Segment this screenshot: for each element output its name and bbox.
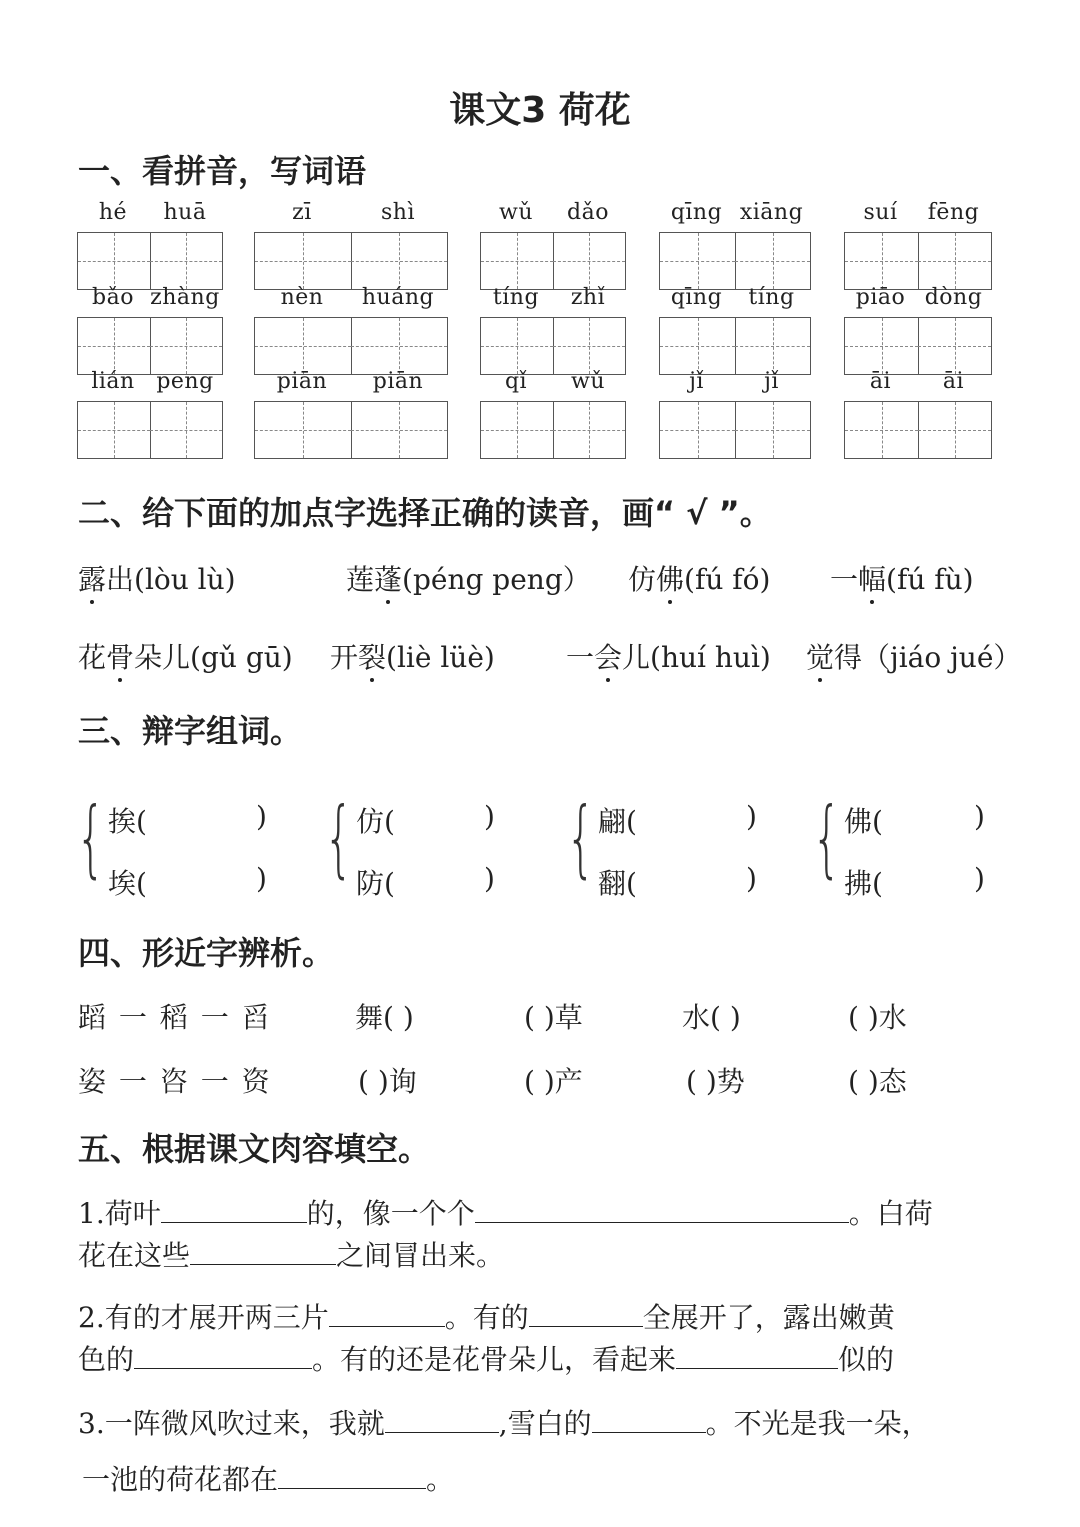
writing-cell[interactable] <box>553 318 625 374</box>
reading-item: 开裂(liè lüè) <box>330 641 495 674</box>
reading-item: 仿佛(fú fó) <box>628 563 771 596</box>
pinyin-label: qīng <box>670 200 723 225</box>
similar-blank: ( )草 <box>524 1001 583 1034</box>
writing-box[interactable] <box>480 401 626 459</box>
pinyin-label: zī <box>292 200 312 225</box>
section-1-heading: 一、看拼音，写词语 <box>78 152 367 190</box>
section-4-heading: 四、形近字辨析。 <box>78 934 335 972</box>
writing-cell[interactable] <box>78 233 151 289</box>
pinyin-label: huáng <box>361 285 435 310</box>
section-5-heading: 五、根据课文肉容填空。 <box>78 1130 431 1168</box>
pinyin-label: lián <box>91 369 135 394</box>
writing-cell[interactable] <box>918 318 991 374</box>
similar-blank: ( )势 <box>686 1065 745 1098</box>
pinyin-label: jǐ <box>689 369 704 394</box>
similar-blank: 水( ) <box>682 1001 741 1034</box>
writing-cell[interactable] <box>150 318 222 374</box>
pinyin-label: qǐ <box>504 369 528 394</box>
pair-char: 拂( <box>844 867 883 900</box>
reading-item: 一幅(fú fù) <box>830 563 974 596</box>
pinyin-label: piāo <box>855 285 906 310</box>
writing-cell[interactable] <box>553 402 625 458</box>
pinyin-label: piān <box>372 369 424 394</box>
pinyin-label: dǎo <box>567 200 609 225</box>
answer-blank[interactable] <box>385 1404 499 1433</box>
page-title: 课文3 荷花 <box>449 90 631 131</box>
pinyin-label: tíng <box>492 285 540 310</box>
writing-cell[interactable] <box>553 233 625 289</box>
fill-question-1: 1.荷叶 的，像一个个 。白荷 <box>78 1192 933 1232</box>
answer-blank[interactable] <box>134 1340 312 1369</box>
writing-cell[interactable] <box>845 402 919 458</box>
pair-close-paren: ) <box>484 800 495 833</box>
fill-question-2: 2.有的才展开两三片 。有的 全展开了，露出嫩黄 <box>78 1296 895 1336</box>
similar-blank: 舞( ) <box>355 1001 414 1034</box>
writing-cell[interactable] <box>735 233 810 289</box>
writing-cell[interactable] <box>255 318 352 374</box>
pair-close-paren: ) <box>256 862 267 895</box>
answer-blank[interactable] <box>161 1194 307 1223</box>
pinyin-label: xiāng <box>739 200 804 225</box>
fill-question-1-cont: 花在这些 之间冒出来。 <box>78 1234 504 1274</box>
pinyin-label: peng <box>156 369 214 394</box>
answer-blank[interactable] <box>329 1298 445 1327</box>
pinyin-label: qīng <box>670 285 723 310</box>
section-2-heading: 二、给下面的加点字选择正确的读音，画“ √ ”。 <box>78 494 772 532</box>
writing-cell[interactable] <box>351 402 447 458</box>
pair-close-paren: ) <box>974 800 985 833</box>
pinyin-label: wǔ <box>571 369 605 394</box>
pair-close-paren: ) <box>746 800 757 833</box>
writing-box[interactable] <box>77 317 223 375</box>
writing-cell[interactable] <box>845 233 919 289</box>
writing-cell[interactable] <box>78 318 151 374</box>
fill-question-2-cont: 色的 。有的还是花骨朵儿，看起来 似的 <box>78 1338 894 1378</box>
writing-cell[interactable] <box>735 402 810 458</box>
pinyin-label: fēng <box>927 200 980 225</box>
brace-icon: { <box>324 789 354 887</box>
writing-box[interactable] <box>844 401 992 459</box>
writing-box[interactable] <box>254 317 448 375</box>
writing-cell[interactable] <box>150 402 222 458</box>
pinyin-label: āi <box>942 369 965 394</box>
fill-question-3: 3.一阵微风吹过来，我就 ,雪白的 。不光是我一朵， <box>78 1402 930 1442</box>
writing-cell[interactable] <box>351 233 447 289</box>
similar-chars-2: 姿 一 咨 一 资 <box>78 1065 270 1098</box>
writing-cell[interactable] <box>845 318 919 374</box>
writing-box[interactable] <box>254 232 448 290</box>
pinyin-label: tíng <box>748 285 795 310</box>
fill-question-3-cont: 一池的荷花都在 。 <box>82 1458 454 1498</box>
similar-chars-1: 蹈 一 稻 一 舀 <box>78 1001 270 1034</box>
pinyin-label: jǐ <box>764 369 779 394</box>
pair-close-paren: ) <box>484 862 495 895</box>
writing-cell[interactable] <box>150 233 222 289</box>
pinyin-label: zhàng <box>150 285 220 310</box>
pair-char: 防( <box>356 867 395 900</box>
writing-box[interactable] <box>844 232 992 290</box>
writing-box[interactable] <box>77 401 223 459</box>
pinyin-label: zhǐ <box>570 285 606 310</box>
pair-close-paren: ) <box>256 800 267 833</box>
writing-box[interactable] <box>659 317 811 375</box>
writing-cell[interactable] <box>481 402 554 458</box>
pinyin-label: nèn <box>280 285 324 310</box>
writing-cell[interactable] <box>481 233 554 289</box>
pinyin-label: āi <box>869 369 892 394</box>
pair-char: 仿( <box>356 805 395 838</box>
pinyin-label: hé <box>98 200 128 225</box>
writing-box[interactable] <box>844 317 992 375</box>
pinyin-label: shì <box>381 200 415 225</box>
pair-char: 埃( <box>108 867 147 900</box>
pair-char: 佛( <box>844 805 883 838</box>
pinyin-label: dòng <box>924 285 983 310</box>
reading-item: 觉得（jiáo jué） <box>806 641 1022 674</box>
writing-box[interactable] <box>254 401 448 459</box>
answer-blank[interactable] <box>592 1404 706 1433</box>
pinyin-label: huā <box>163 200 207 225</box>
section-3-heading: 三、辩字组词。 <box>78 712 303 750</box>
similar-blank: ( )态 <box>848 1065 907 1098</box>
answer-blank[interactable] <box>676 1340 838 1369</box>
brace-icon: { <box>566 789 596 887</box>
pair-char: 挨( <box>108 805 147 838</box>
similar-blank: ( )产 <box>524 1065 583 1098</box>
writing-box[interactable] <box>659 232 811 290</box>
writing-cell[interactable] <box>660 233 736 289</box>
pinyin-label: suí <box>863 200 898 225</box>
brace-icon: { <box>76 789 106 887</box>
reading-item: 花骨朵儿(gǔ gū) <box>78 641 293 674</box>
pair-close-paren: ) <box>974 862 985 895</box>
writing-cell[interactable] <box>735 318 810 374</box>
similar-blank: ( )询 <box>358 1065 417 1098</box>
reading-item: 一会儿(huí huì) <box>566 641 771 674</box>
pair-char: 翩( <box>598 805 637 838</box>
pinyin-label: wǔ <box>499 200 533 225</box>
writing-cell[interactable] <box>481 318 554 374</box>
writing-cell[interactable] <box>660 318 736 374</box>
answer-blank[interactable] <box>529 1298 643 1327</box>
writing-cell[interactable] <box>918 402 991 458</box>
writing-cell[interactable] <box>351 318 447 374</box>
writing-box[interactable] <box>77 232 223 290</box>
writing-box[interactable] <box>659 401 811 459</box>
writing-cell[interactable] <box>918 233 991 289</box>
writing-cell[interactable] <box>255 233 352 289</box>
writing-box[interactable] <box>480 317 626 375</box>
pair-char: 翻( <box>598 867 637 900</box>
answer-blank[interactable] <box>278 1460 426 1489</box>
pair-close-paren: ) <box>746 862 757 895</box>
reading-item: 露出(lòu lù) <box>78 563 236 596</box>
brace-icon: { <box>812 789 842 887</box>
pinyin-label: piān <box>276 369 328 394</box>
writing-cell[interactable] <box>660 402 736 458</box>
writing-box[interactable] <box>480 232 626 290</box>
writing-cell[interactable] <box>78 402 151 458</box>
pinyin-label: bǎo <box>92 285 134 310</box>
reading-item: 莲蓬(péng peng） <box>346 563 591 596</box>
similar-blank: ( )水 <box>848 1001 907 1034</box>
answer-blank[interactable] <box>475 1194 849 1223</box>
answer-blank[interactable] <box>190 1236 336 1265</box>
writing-cell[interactable] <box>255 402 352 458</box>
